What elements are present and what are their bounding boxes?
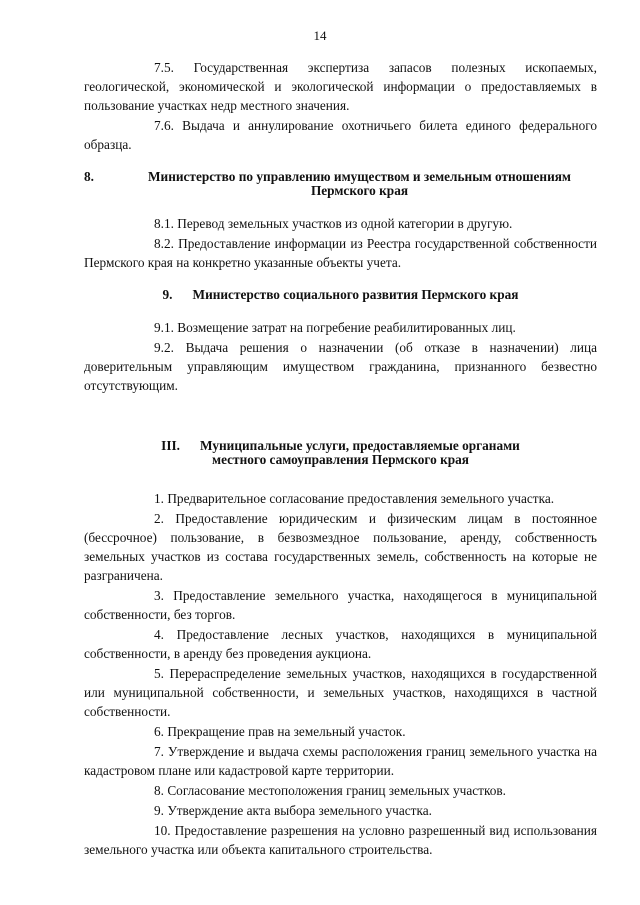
paragraph-III-9 <box>84 801 597 820</box>
item-number: 9.2. <box>154 340 174 355</box>
item-number: 9. <box>154 803 164 818</box>
item-text: Прекращение прав на земельный участок. <box>167 724 406 739</box>
item-text: Выдача и аннулирование охотничьего билета единого федерального образца. <box>84 118 597 152</box>
item-number: 2. <box>154 511 164 526</box>
section-8-heading <box>84 170 597 198</box>
item-number: 7.5. <box>154 60 174 75</box>
item-number: 7. <box>154 744 164 759</box>
item-text: Предоставление лесных участков, находящихся в муниципальной собственности, в аренду без проведения аукциона. <box>84 627 597 661</box>
paragraph-9-1 <box>84 318 597 337</box>
item-text: Возмещение затрат на погребение реабилитированных лиц. <box>177 320 516 335</box>
item-text: Перераспределение земельных участков, находящихся в государственной или муниципальной собственности, и земельных участков, находящихся в частной собственности. <box>84 666 597 719</box>
document-body <box>84 58 597 859</box>
item-text: Предоставление юридическим и физическим лицам в постоянное (бессрочное) пользование, в безвозмездное пользование, аренду, собственность земельных участков из состава государственных земель, собственность на которые не разграничена. <box>84 511 597 583</box>
item-number: 8.2. <box>154 236 174 251</box>
section-number: III. <box>161 438 180 453</box>
item-text: Предоставление информации из Реестра государственной собственности Пермского края на конкретно указанные объекты учета. <box>84 236 598 270</box>
section-title: Министерство по управлению имуществом и земельным отношениям Пермского края <box>147 169 571 198</box>
item-text: Предоставление земельного участка, находящегося в муниципальной собственности, без торгов. <box>84 588 598 622</box>
item-text: Предоставление разрешения на условно разрешенный вид использования земельного участка или объекта капитального строительства. <box>84 823 598 857</box>
paragraph-III-5 <box>84 664 597 721</box>
section-title-line2: местного самоуправления Пермского края <box>212 452 469 467</box>
page-number: 14 <box>313 28 327 43</box>
item-number: 7.6. <box>154 118 174 133</box>
section-number: 8. <box>84 169 94 184</box>
item-number: 8.1. <box>154 216 174 231</box>
paragraph-III-10 <box>84 821 597 859</box>
paragraph-III-1 <box>84 489 597 508</box>
paragraph-III-2 <box>84 509 597 585</box>
paragraph-III-8 <box>84 781 597 800</box>
item-number: 4. <box>154 627 164 642</box>
item-text: Государственная экспертиза запасов полезных ископаемых, геологической, экономической и экологической информации о предоставляемых в пользование участках недр местного значения. <box>84 60 597 113</box>
section-title-line1: Муниципальные услуги, предоставляемые органами <box>200 438 520 453</box>
paragraph-7-5 <box>84 58 597 115</box>
item-number: 1. <box>154 491 164 506</box>
item-text: Согласование местоположения границ земельных участков. <box>167 783 506 798</box>
item-number: 5. <box>154 666 164 681</box>
paragraph-8-1 <box>84 214 597 233</box>
item-text: Утверждение и выдача схемы расположения границ земельного участка на кадастровом плане или кадастровой карте территории. <box>84 744 597 778</box>
item-text: Предварительное согласование предоставления земельного участка. <box>167 491 555 506</box>
item-text: Утверждение акта выбора земельного участка. <box>167 803 432 818</box>
paragraph-9-2 <box>84 338 597 395</box>
section-number: 9. <box>162 287 173 302</box>
item-number: 3. <box>154 588 164 603</box>
item-number: 9.1. <box>154 320 174 335</box>
section-III-heading <box>84 439 597 467</box>
item-number: 6. <box>154 724 164 739</box>
paragraph-8-2 <box>84 234 597 272</box>
item-text: Перевод земельных участков из одной категории в другую. <box>177 216 513 231</box>
paragraph-III-3 <box>84 586 597 624</box>
section-title: Министерство социального развития Пермского края <box>192 287 519 302</box>
item-number: 10. <box>154 823 171 838</box>
paragraph-III-7 <box>84 742 597 780</box>
paragraph-7-6 <box>84 116 597 154</box>
paragraph-III-4 <box>84 625 597 663</box>
item-text: Выдача решения о назначении (об отказе в назначении) лица доверительным управляющим имуществом гражданина, признанного безвестно отсутствующим. <box>84 340 598 393</box>
paragraph-III-6 <box>84 722 597 741</box>
section-9-heading <box>84 288 597 302</box>
item-number: 8. <box>154 783 164 798</box>
